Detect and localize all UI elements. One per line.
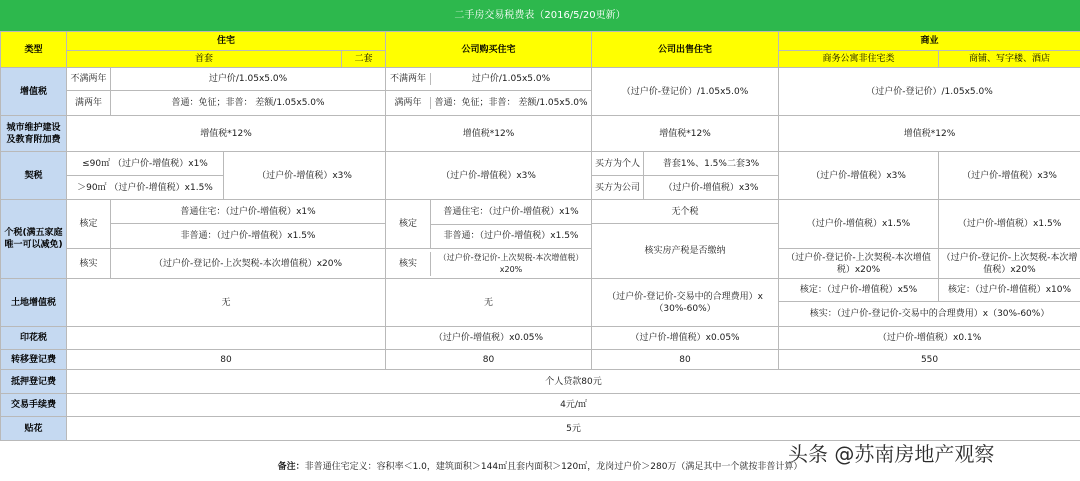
vat-company-sell: （过户价-登记价）/1.05x5.0% [592, 68, 779, 116]
income-office-actual: （过户价-登记价-上次契税-本次增值税）x20% [779, 249, 939, 279]
land-residential: 无 [67, 279, 386, 327]
stamp-company-buy: （过户价-增值税）x0.05% [386, 327, 592, 350]
land-company-sell: （过户价-登记价-交易中的合理费用）x（30%-60%） [592, 279, 779, 327]
income-verify-label: 核定 [67, 200, 111, 249]
vat-company-buy-lt2-label: 不满两年 [386, 73, 431, 85]
vat-ge2-label: 满两年 [67, 91, 111, 116]
deed-office: （过户价-增值税）x3% [779, 152, 939, 200]
urban-company-buy: 增值税*12% [386, 116, 592, 152]
income-company-sell-note: 核实房产税是否缴纳 [592, 224, 779, 279]
row-label-sticker: 贴花 [1, 417, 67, 441]
watermark: 头条 @苏南房地产观察 [788, 442, 995, 466]
vat-company-buy-lt2 [386, 68, 592, 91]
deed-shop: （过户价-增值税）x3% [939, 152, 1080, 200]
deed-buyer-person-value: 普套1%、1.5%二套3% [644, 152, 779, 176]
tax-fee-table [0, 31, 1080, 441]
urban-commercial: 增值税*12% [779, 116, 1080, 152]
deed-company-buy: （过户价-增值税）x3% [386, 152, 592, 200]
income-company-buy-verify [386, 200, 592, 249]
deed-buyer-company-label: 买方为公司 [592, 176, 644, 200]
vat-company-buy-ge2-label: 满两年 [386, 97, 431, 109]
vat-lt2-value: 过户价/1.05x5.0% [111, 68, 386, 91]
row-label-mortgage: 抵押登记费 [1, 370, 67, 394]
income-company-buy-ordinary: 普通住宅：（过户价-增值税）x1% [431, 200, 592, 224]
mortgage-value: 个人贷款80元 [67, 370, 1080, 394]
sticker-value: 5元 [67, 417, 1080, 441]
income-office-verify: （过户价-增值税）x1.5% [779, 200, 939, 249]
header-company-sell: 公司出售住宅 [592, 32, 779, 68]
row-label-vat: 增值税 [1, 68, 67, 116]
row-label-service: 交易手续费 [1, 394, 67, 417]
row-label-transfer: 转移登记费 [1, 350, 67, 370]
income-company-buy-verify-label: 核定 [386, 200, 431, 248]
footnote-text: 非普通住宅定义：容积率＜1.0，建筑面积＞144㎡且套内面积＞120㎡，龙岗过户价＞280万（满足其中一个就按非普计算） [304, 462, 803, 472]
footnote-label: 备注： [277, 462, 305, 472]
header-first-home: 首套 [67, 51, 342, 68]
header-type: 类型 [1, 32, 67, 68]
land-shop-verify: 核定：（过户价-增值税）x10% [939, 279, 1080, 302]
row-label-stamp: 印花税 [1, 327, 67, 350]
vat-commercial: （过户价-登记价）/1.05x5.0% [779, 68, 1080, 116]
land-commercial-actual: 核实：（过户价-登记价-交易中的合理费用）x（30%-60%） [779, 302, 1080, 327]
stamp-commercial: （过户价-增值税）x0.1% [779, 327, 1080, 350]
vat-company-buy-ge2 [386, 91, 592, 116]
income-shop-actual: （过户价-登记价-上次契税-本次增值税）x20% [939, 249, 1080, 279]
stamp-residential [67, 327, 386, 350]
row-label-land: 土地增值税 [1, 279, 67, 327]
land-office-verify: 核定：（过户价-增值税）x5% [779, 279, 939, 302]
income-shop-verify: （过户价-增值税）x1.5% [939, 200, 1080, 249]
income-company-buy-actual-value: （过户价-登记价-上次契税-本次增值税）x20% [438, 252, 584, 274]
stamp-company-sell: （过户价-增值税）x0.05% [592, 327, 779, 350]
income-verify-non-ordinary: 非普通：（过户价-增值税）x1.5% [111, 224, 386, 249]
income-company-buy-non-ordinary: 非普通：（过户价-增值税）x1.5% [443, 231, 579, 242]
deed-buyer-company-value: （过户价-增值税）x3% [644, 176, 779, 200]
vat-lt2-label: 不满两年 [67, 68, 111, 91]
row-label-urban: 城市维护建设及教育附加费 [1, 116, 67, 152]
service-value: 4元/㎡ [67, 394, 1080, 417]
row-label-deed: 契税 [1, 152, 67, 200]
page-title: 二手房交易税费表（2016/5/20更新） [0, 0, 1080, 31]
income-actual-label: 核实 [67, 249, 111, 279]
transfer-company-buy: 80 [386, 350, 592, 370]
urban-residential: 增值税*12% [67, 116, 386, 152]
header-second-home: 二套 [342, 51, 386, 68]
land-company-buy: 无 [386, 279, 592, 327]
transfer-residential: 80 [67, 350, 386, 370]
income-company-buy-actual [386, 249, 592, 279]
income-company-sell-none: 无个税 [592, 200, 779, 224]
transfer-company-sell: 80 [592, 350, 779, 370]
header-shop: 商铺、写字楼、酒店 [939, 51, 1080, 68]
header-commercial: 商业 [779, 32, 1080, 51]
income-actual-value: （过户价-登记价-上次契税-本次增值税）x20% [111, 249, 386, 279]
income-verify-ordinary: 普通住宅：（过户价-增值税）x1% [111, 200, 386, 224]
income-company-buy-actual-label: 核实 [386, 252, 431, 276]
header-office: 商务公寓非住宅类 [779, 51, 939, 68]
transfer-commercial: 550 [779, 350, 1080, 370]
vat-ge2-value: 普通：免征；非普： 差额/1.05x5.0% [111, 91, 386, 116]
header-residential: 住宅 [67, 32, 386, 51]
vat-company-buy-lt2-value: 过户价/1.05x5.0% [471, 74, 551, 84]
deed-large: ＞90㎡ （过户价-增值税）x1.5% [67, 176, 224, 200]
header-company-buy: 公司购买住宅 [386, 32, 592, 68]
urban-company-sell: 增值税*12% [592, 116, 779, 152]
row-label-income: 个税(满五家庭唯一可以减免) [1, 200, 67, 279]
deed-buyer-person-label: 买方为个人 [592, 152, 644, 176]
deed-second: （过户价-增值税）x3% [224, 152, 386, 200]
deed-small: ≤90㎡ （过户价-增值税）x1% [67, 152, 224, 176]
vat-company-buy-ge2-value: 普通：免征；非普： 差额/1.05x5.0% [434, 98, 588, 108]
